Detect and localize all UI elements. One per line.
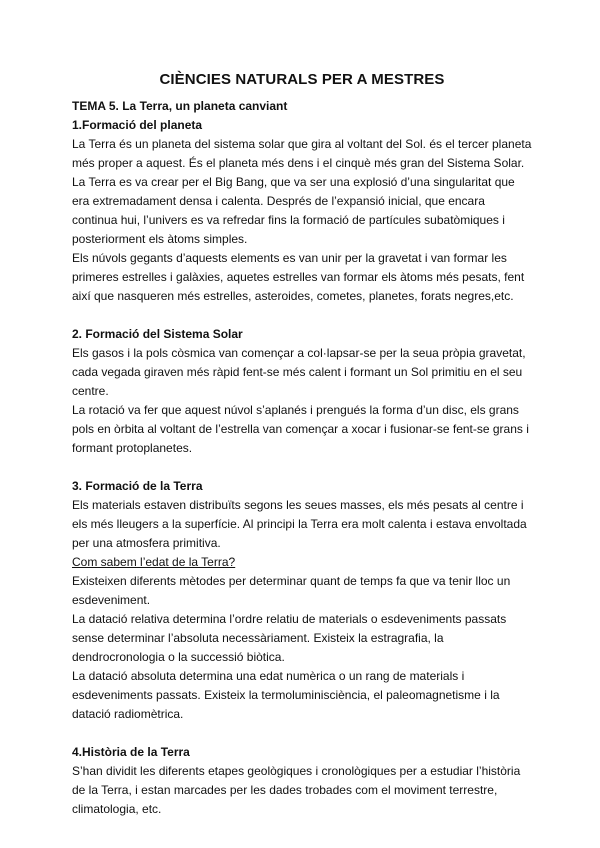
paragraph: La Terra es va crear per el Big Bang, que va ser una explosió d’una singularitat que era extremadament densa i calenta. Després de l’expansió inicial, que encara continua hui, l’univers es va refredar fins la formació de partícules subatòmiques i posteriorment els àtoms simples. [72, 175, 515, 246]
section-historia-terra [72, 743, 532, 819]
section-spacer [72, 724, 532, 743]
subquestion-heading: Com sabem l’edat de la Terra? [72, 555, 236, 569]
section-heading: 1.Formació del planeta [72, 118, 203, 132]
paragraph: La rotació va fer que aquest núvol s’aplanés i prengués la forma d’un disc, els grans pols en òrbita al voltant de l’estrella van començar a xocar i fusionar-se fent-se grans i formant protoplanetes. [72, 403, 529, 455]
section-heading: 3. Formació de la Terra [72, 479, 203, 493]
section-spacer [72, 458, 532, 477]
section-formacio-planeta [72, 116, 532, 306]
section-heading: 4.Història de la Terra [72, 745, 190, 759]
topic-heading: TEMA 5. La Terra, un planeta canviant [72, 99, 288, 113]
paragraph: La datació absoluta determina una edat numèrica o un rang de materials i esdeveniments passats. Existeix la termoluminisciència, el paleomagnetisme i la datació radiomètrica. [72, 669, 500, 721]
paragraph: Existeixen diferents mètodes per determinar quant de temps fa que va tenir lloc un esdeveniment. [72, 574, 511, 607]
paragraph: Els núvols gegants d’aquests elements es van unir per la gravetat i van formar les primeres estrelles i galàxies, aquetes estrelles van formar els àtoms més pesats, fent així que nasqueren més estrelles, asteroides, cometes, planetes, forats negres,etc. [72, 251, 525, 303]
section-spacer [72, 306, 532, 325]
document-page [72, 70, 532, 819]
paragraph: La datació relativa determina l’ordre relatiu de materials o esdeveniments passats sense determinar l’absoluta necessàriament. Existeix la estragrafia, la dendrocronologia o la successió biòtica. [72, 612, 507, 664]
paragraph: Els materials estaven distribuïts segons les seues masses, els més pesats al centre i els més lleugers a la superfície. Al principi la Terra era molt calenta i estava envoltada per una atmosfera primitiva. [72, 498, 527, 550]
paragraph: S’han dividit les diferents etapes geològiques i cronològiques per a estudiar l’història de la Terra, i estan marcades per les dades trobades com el moviment terrestre, climatologia, etc. [72, 764, 521, 816]
paragraph: Els gasos i la pols còsmica van començar a col·lapsar-se per la seua pròpia gravetat, cada vegada giraven més ràpid fent-se més calent i formant un Sol primitiu en el seu centre. [72, 346, 526, 398]
section-sistema-solar [72, 325, 532, 458]
document-title: CIÈNCIES NATURALS PER A MESTRES [159, 71, 445, 88]
paragraph: La Terra és un planeta del sistema solar que gira al voltant del Sol. és el tercer planeta més proper a aquest. És el planeta més dens i el cinquè més gran del Sistema Solar. [72, 137, 532, 170]
section-formacio-terra [72, 477, 532, 724]
section-heading: 2. Formació del Sistema Solar [72, 327, 243, 341]
